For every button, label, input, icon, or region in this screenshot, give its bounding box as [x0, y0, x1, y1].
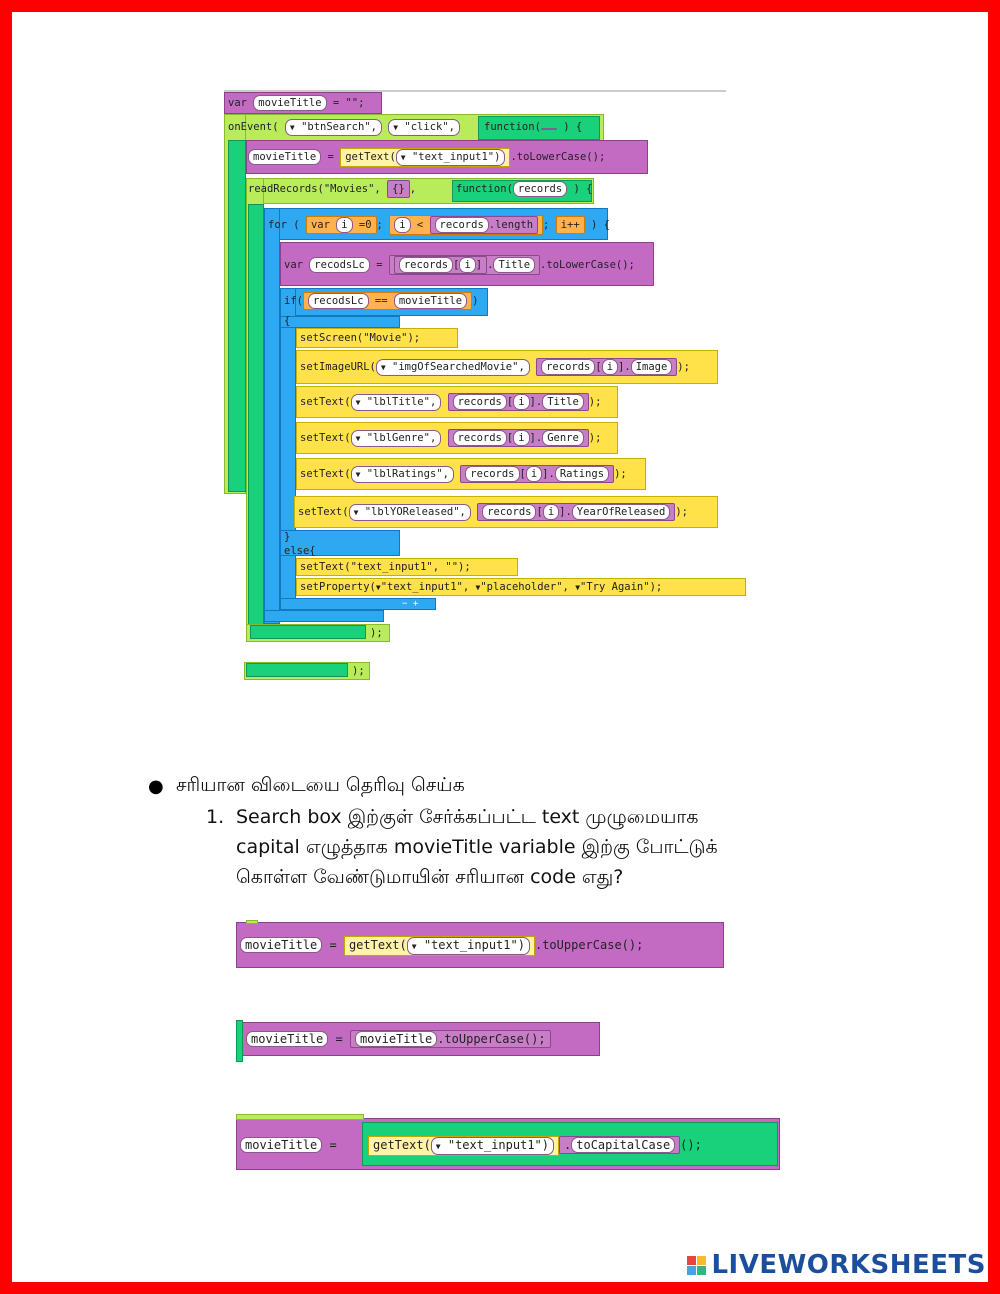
settext-lbltitle-line: setText( ▼ "lblTitle", records [ i ]. Title );: [300, 391, 601, 413]
option-1-line: movieTitle = getText( ▼ "text_input1") .toUpperCase();: [240, 934, 643, 956]
settext-lblgenre-line: setText( ▼ "lblGenre", records [ i ]. Genre );: [300, 427, 601, 449]
if-open-brace: {: [284, 315, 291, 327]
for-loop-line: for ( var i =0 ; i < records .length ; i++ ) {: [268, 214, 610, 236]
setscreen-line: setScreen("Movie");: [300, 332, 421, 344]
option-3-notch: [236, 1114, 364, 1120]
question-number: 1.: [206, 806, 225, 828]
option-2-spine: [236, 1020, 243, 1062]
readrecords-end-line: );: [370, 627, 383, 639]
setimageurl-line: setImageURL( ▼ "imgOfSearchedMovie", records [ i ]. Image );: [300, 356, 690, 378]
var-movietitle-line: var movieTitle = "";: [228, 97, 365, 109]
for-loop-spine: [264, 208, 280, 624]
option-3-line: movieTitle =: [240, 1134, 337, 1156]
liveworksheets-logo-icon: [687, 1256, 707, 1276]
settext-lblratings-line: setText( ▼ "lblRatings", records [ i ]. Ratings );: [300, 463, 627, 485]
question-heading: சரியான விடையை தெரிவு செய்க: [176, 774, 465, 796]
onevent-line: onEvent( ▼ "btnSearch", ▼ "click",: [228, 116, 460, 138]
readrecords-function-line: function( records ) {: [456, 183, 593, 195]
onevent-end-inner: [246, 663, 348, 677]
readrecords-line: readRecords("Movies", {} ,: [248, 178, 416, 200]
for-end-block: [264, 610, 384, 622]
liveworksheets-logo: [687, 1250, 986, 1280]
question-line-3: கொள்ள வேண்டுமாயின் சரியான code எது?: [236, 866, 624, 888]
option-2-line: movieTitle = movieTitle .toUpperCase();: [246, 1028, 551, 1050]
option-1-notch: [246, 920, 258, 924]
bullet-icon: ●: [148, 776, 164, 797]
setproperty-line: setProperty(▼"text_input1", ▼"placeholder", ▼"Try Again");: [300, 581, 663, 593]
assign-movietitle-line: movieTitle = getText( ▼ "text_input1") .toLowerCase();: [248, 146, 605, 168]
readrecords-body-spine: [248, 204, 264, 640]
onevent-end-line: );: [352, 665, 365, 677]
else-line: else{: [284, 545, 316, 557]
settext-clear-line: setText("text_input1", "");: [300, 561, 471, 573]
if-close-brace: }: [284, 531, 291, 543]
function-body-spine: [228, 140, 246, 492]
function-line: function( ) {: [484, 121, 583, 133]
else-toggle-button[interactable]: − +: [402, 599, 419, 609]
if-block-spine: [280, 288, 296, 614]
readrecords-end-inner: [250, 625, 366, 639]
question-line-2: capital எழுத்தாக movieTitle variable இற்கு போட்டுக்: [236, 836, 718, 858]
question-line-1: Search box இற்குள் சேர்க்கப்பட்ட text முழுமையாக: [236, 806, 699, 828]
if-line: if( recodsLc == movieTitle ): [284, 290, 478, 312]
settext-lblyoreleased-line: setText( ▼ "lblYOReleased", records [ i ]. YearOfReleased );: [298, 501, 688, 523]
liveworksheets-text: LIVEWORKSHEETS: [711, 1250, 986, 1280]
var-recodslc-line: var recodsLc = records [ i ] . Title .toLowerCase();: [284, 254, 635, 276]
option-3-call: getText( ▼ "text_input1") . toCapitalCase ();: [368, 1134, 702, 1156]
